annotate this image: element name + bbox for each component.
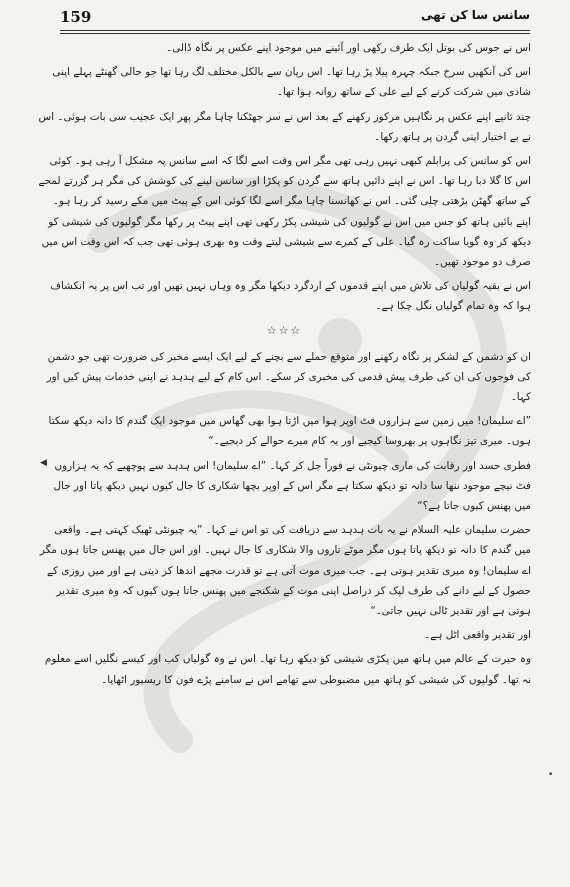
paragraph: اس نے بقیہ گولیاں کی تلاش میں اپنے قدموں کے اردگرد دیکھا مگر وہ وہاں نہیں تھیں اور تب اس پر یہ انکشاف ہوا کہ وہ تمام گولیاں نگل چکا ہے۔: [50, 280, 531, 313]
section-separator: ☆☆☆: [266, 323, 303, 337]
margin-mark: •: [548, 770, 554, 780]
page-number: 159: [60, 8, 92, 26]
paragraph: ان کو دشمن کے لشکر پر نگاہ رکھنے اور متوقع حملے سے بچنے کے لیے ایک ایسے مخبر کی ضرورت تھی جو دشمن کی فوجوں کی ان کی طرف پیش قدمی کی مخبری کر سکے۔ اس کام کے لیے ہدہد نے اپنی خدمات پیش کیں اور کہا۔: [46, 350, 531, 404]
paragraph: وہ حیرت کے عالم میں ہاتھ میں پکڑی شیشی کو دیکھ رہا تھا۔ اس نے وہ گولیاں کب اور کیسے نگلیں اسے معلوم نہ تھا۔ گولیوں کی شیشی کو ہاتھ میں مضبوطی سے تھامے اس نے سامنے پڑے فون کا ریسیور اٹھایا۔: [44, 653, 531, 686]
paragraph: حضرت سلیمان علیہ السلام نے یہ بات ہدہد سے دریافت کی تو اس نے کہا۔ ”یہ چیونٹی ٹھیک کہتی ہے۔ واقعی میں گندم کا دانہ تو دیکھ پاتا ہوں مگر موٹے تاروں والا شکاری کا جال نہیں۔ اور اس جال میں پھنس جاتا ہوں مگر اے سلیمان! وہ میری تقدیر ہوتی ہے۔ جب میری موت آتی ہے تو قدرت مجھے اندھا کر دیتی ہے اور میں روزی کے حصول کے لیے دانے کی طرف لپک کر دراصل اپنی موت کے شکنجے میں پھنس جاتا ہوں کیوں کہ وہ میری تقدیر ہوتی ہے اور تقدیر ٹالی نہیں جاتی۔“: [39, 524, 531, 618]
header-rule: [60, 33, 530, 34]
running-title: سانس سا کن تھی: [421, 8, 530, 22]
margin-mark: ◀: [40, 458, 47, 468]
page-body: [38, 38, 531, 694]
paragraph: اس کو سانس کی پرابلم کبھی نہیں رہی تھی مگر اس وقت اسے لگا کہ اسے سانس پہ مشکل آ رہی ہو۔ کوئی اس کا گلا دبا رہا تھا۔ اس نے اپنے دائیں ہاتھ سے گردن کو پکڑا اور سانس لینے کی کوشش کی مگر ہر گزرتے لمحے کے ساتھ گھٹن بڑھتی چلی گئی۔ اس نے کھانسنا چاہا مگر اسے لگا کوئی اس کے پیٹ میں مکے رسید کر رہا ہو۔ اپنے بائیں ہاتھ کو جس میں اس نے گولیوں کی شیشی پکڑ رکھی تھی اپنے پیٹ پر رکھا مگر گولیوں کی شیشی کو دیکھ کر وہ گویا ساکت رہ گیا۔ علی کے کمرے سے شیشی لیتے وقت وہ بھری ہوئی تھی جب کہ اس وقت اس میں صرف دو موجود تھیں۔: [38, 155, 531, 269]
paragraph: اس کی آنکھیں سرخ جبکہ چہرہ پیلا پڑ رہا تھا۔ اس رپان سے بالکل مختلف لگ رہا تھا جو حالی گھنٹے پہلے اپنی شادی میں شرکت کرنے کے لیے علی کے ساتھ روانہ ہوا تھا۔: [52, 66, 531, 99]
paragraph: چند ثانیے اپنے عکس پر نگاہیں مرکوز رکھنے کے بعد اس نے سر جھٹکنا چاہا مگر پھر ایک عجیب سی بات ہوئی۔ اس نے بے اختیار اپنی گردن پر ہاتھ رکھا۔: [38, 110, 531, 143]
header-rule: [60, 30, 530, 31]
paragraph: اور تقدیر واقعی اٹل ہے۔: [424, 629, 531, 642]
paragraph: فطری حسد اور رقابت کی ماری چیونٹی نے فوراً جل کر کہا۔ ”اے سلیمان! اس ہدہد سے پوچھیے کہ یہ ہزاروں فٹ نیچے موجود ننھا سا دانہ تو دیکھ سکتا ہے مگر اس کے اوپر بچھا شکاری کا جال کیوں نہیں دیکھ پاتا اور جال میں پھنس کیوں جاتا ہے؟“: [53, 459, 531, 513]
paragraph: ”اے سلیمان! میں زمین سے ہزاروں فٹ اوپر ہوا میں اڑتا ہوا بھی گھاس میں موجود ایک گندم کا دانہ دیکھ سکتا ہوں۔ میری تیز نگاہوں پر بھروسا کیجیے اور یہ کام میرے حوالے کر دیجیے۔“: [48, 415, 531, 448]
page-header: [60, 8, 530, 30]
paragraph: اس نے جوس کی بوتل ایک طرف رکھی اور آئینے میں موجود اپنے عکس پر نگاہ ڈالی۔: [166, 42, 531, 54]
